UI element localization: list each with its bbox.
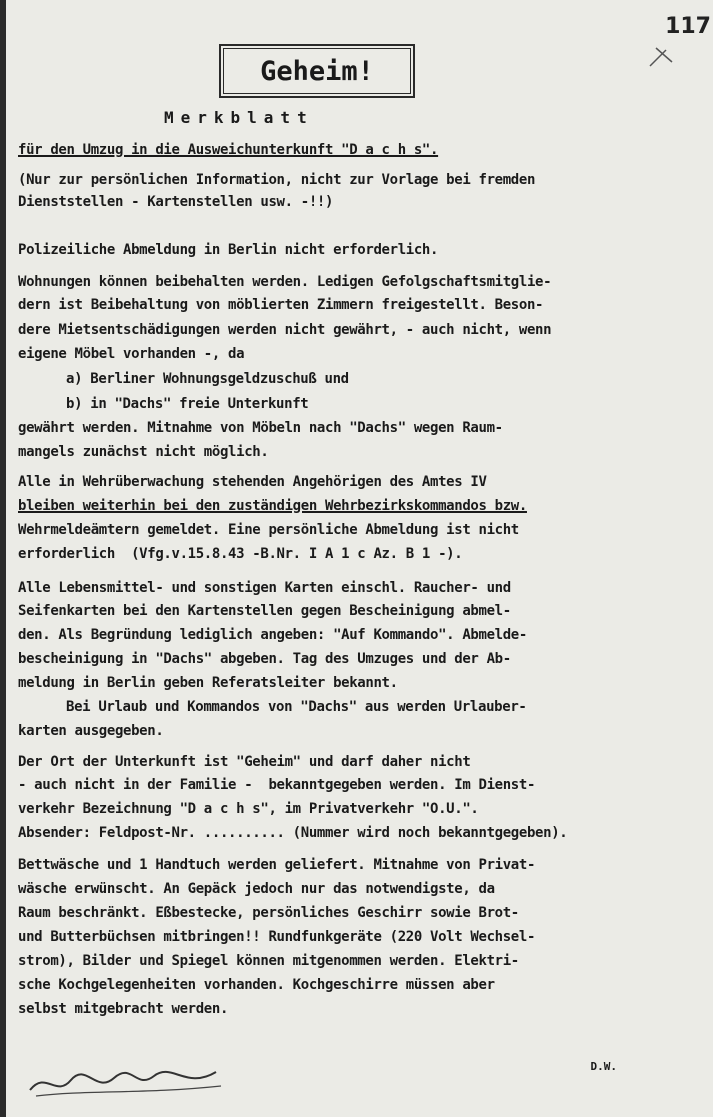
text-line: erforderlich (Vfg.v.15.8.43 -B.Nr. I A 1 c Az. B 1 -).: [18, 546, 463, 562]
text-line: bescheinigung in "Dachs" abgeben. Tag des Umzuges und der Ab-: [18, 651, 511, 667]
list-item: b) in "Dachs" freie Unterkunft: [66, 396, 309, 412]
text-line: und Butterbüchsen mitbringen!! Rundfunkgeräte (220 Volt Wechsel-: [18, 929, 536, 945]
list-item: a) Berliner Wohnungsgeldzuschuß und: [66, 371, 349, 387]
text-line: gewährt werden. Mitnahme von Möbeln nach "Dachs" wegen Raum-: [18, 420, 503, 436]
text-line: Raum beschränkt. Eßbestecke, persönliches Geschirr sowie Brot-: [18, 905, 519, 921]
text-line: den. Als Begründung lediglich angeben: "Auf Kommando". Abmelde-: [18, 627, 527, 643]
text-line: Bei Urlaub und Kommandos von "Dachs" aus werden Urlauber-: [66, 699, 527, 715]
initials: D.W.: [590, 1060, 617, 1073]
text-line: wäsche erwünscht. An Gepäck jedoch nur das notwendigste, da: [18, 881, 495, 897]
text-line: strom), Bilder und Spiegel können mitgenommen werden. Elektri-: [18, 953, 519, 969]
secret-stamp: Geheim!: [219, 44, 415, 98]
text-line: Bettwäsche und 1 Handtuch werden geliefert. Mitnahme von Privat-: [18, 857, 536, 873]
text-line: Alle Lebensmittel- und sonstigen Karten einschl. Raucher- und: [18, 580, 511, 596]
text-line: - auch nicht in der Familie - bekanntgegeben werden. Im Dienst-: [18, 777, 536, 793]
text-line: bleiben weiterhin bei den zuständigen Wehrbezirkskommandos bzw.: [18, 498, 527, 514]
text-line: Dienststellen - Kartenstellen usw. -!!): [18, 194, 334, 210]
margin-pencil-mark-icon: [646, 40, 676, 70]
text-line: verkehr Bezeichnung "D a c h s", im Privatverkehr "O.U.".: [18, 801, 479, 817]
text-line: Alle in Wehrüberwachung stehenden Angehörigen des Amtes IV: [18, 474, 487, 490]
text-line: Polizeiliche Abmeldung in Berlin nicht erforderlich.: [18, 242, 439, 258]
text-line: selbst mitgebracht werden.: [18, 1001, 229, 1017]
text-line: dere Mietsentschädigungen werden nicht gewährt, - auch nicht, wenn: [18, 322, 552, 338]
text-line: dern ist Beibehaltung von möblierten Zimmern freigestellt. Beson-: [18, 297, 544, 313]
text-line: eigene Möbel vorhanden -, da: [18, 346, 245, 362]
text-line: (Nur zur persönlichen Information, nicht zur Vorlage bei fremden: [18, 172, 536, 188]
text-line: Wehrmeldeämtern gemeldet. Eine persönliche Abmeldung ist nicht: [18, 522, 519, 538]
text-line: Seifenkarten bei den Kartenstellen gegen Bescheinigung abmel-: [18, 603, 511, 619]
text-line: karten ausgegeben.: [18, 723, 164, 739]
text-line: meldung in Berlin geben Referatsleiter bekannt.: [18, 675, 398, 691]
handwritten-signature: [26, 1060, 226, 1100]
text-line: sche Kochgelegenheiten vorhanden. Kochgeschirre müssen aber: [18, 977, 495, 993]
text-line: Der Ort der Unterkunft ist "Geheim" und darf daher nicht: [18, 754, 471, 770]
text-line: mangels zunächst nicht möglich.: [18, 444, 269, 460]
document-title: Merkblatt: [164, 108, 314, 127]
text-line: Wohnungen können beibehalten werden. Ledigen Gefolgschaftsmitglie-: [18, 274, 552, 290]
subtitle-line: für den Umzug in die Ausweichunterkunft "D a c h s".: [18, 142, 439, 158]
page-number: 117: [665, 14, 711, 39]
text-line: Absender: Feldpost-Nr. .......... (Nummer wird noch bekanntgegeben).: [18, 825, 568, 841]
